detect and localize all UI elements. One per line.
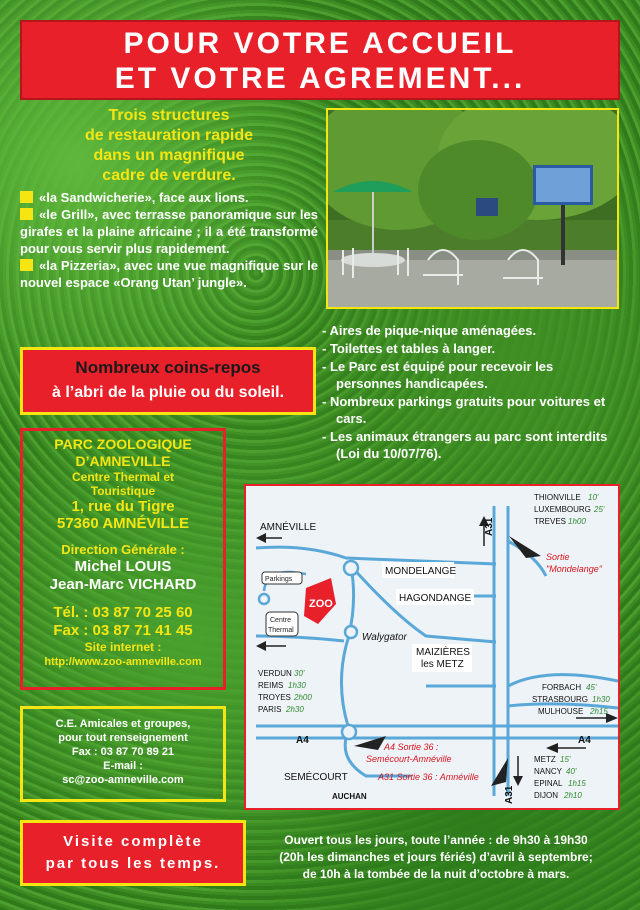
amenities-list [322,322,620,463]
intro-item-pizzeria [20,257,318,291]
dest-time: 40' [566,767,577,776]
park-name-line-2: D’AMNEVILLE [75,453,171,469]
map-label-mondelange-exit: "Mondelange" [546,564,602,574]
groups-line-1: C.E. Amicales et groupes, [55,718,191,730]
terrace-photo [326,108,619,309]
title-line-1: POUR VOTRE ACCUEIL [123,27,517,60]
road-verdun [256,636,344,641]
dest-city: THIONVILLE [534,493,581,502]
dest-time: 2h10 [564,791,582,800]
dest-time: 1h00 [568,517,586,526]
park-name-line-1: PARC ZOOLOGIQUE [54,436,192,452]
park-contact-box [20,428,226,690]
dest-city: METZ [534,755,556,764]
arrow-left-icon [546,743,558,753]
site-label: Site internet : [84,640,162,654]
map-label-thermal: Thermal [268,627,294,634]
dest-city: DIJON [534,791,558,800]
opening-hours [252,832,620,883]
amenity-item: - Le Parc est équipé pour recevoir les personnes handicapées. [322,359,554,391]
intro-heading-line: dans un magnifique [93,147,245,164]
roundabout [344,561,358,575]
road-walygator [341,566,353,726]
map-label-semecourt: SEMÉCOURT [284,772,348,783]
dest-city: VERDUN [258,669,292,678]
amenity-item: - Toilettes et tables à langer. [322,341,496,356]
road-sortie [508,541,546,576]
dest-city: NANCY [534,767,563,776]
intro-heading-line: cadre de verdure. [102,167,236,184]
rest-areas-box [20,347,316,415]
dest-time: 2h00 [294,693,312,702]
groups-email-label: E-mail : [103,760,143,772]
groups-fax: Fax : 03 87 70 89 21 [71,746,175,758]
rest-areas-subtitle: à l’abri de la pluie ou du soleil. [51,384,285,401]
roundabout [259,594,269,604]
dest-city: PARIS [258,705,282,714]
amenity-item: - Nombreux parkings gratuits pour voitures et cars. [322,394,606,426]
road-amneville [256,547,496,564]
title-banner [20,20,620,100]
park-website-link[interactable]: http://www.zoo-amneville.com [44,656,202,668]
terrace-photo-image [328,110,617,307]
park-phone: Tél. : 03 87 70 25 60 [53,604,193,621]
arrow-right-icon [606,713,618,723]
arrow-left-icon [256,641,266,651]
map-label-a4-exit-destination: Semécourt-Amnéville [366,754,452,764]
dest-time: 15' [560,755,571,764]
map-label-a31-top: A31 [484,517,495,536]
intro-item-text: «la Sandwicherie», face aux lions. [39,190,249,205]
roundabout [342,725,356,739]
bullet-square-icon [20,259,33,271]
exit-pointer-icon [509,536,541,558]
direction-label: Direction Générale : [61,542,185,557]
visit-line-1: Visite complète [63,833,203,850]
dest-time: 1h30 [592,695,610,704]
intro-item-sandwicherie [20,189,318,206]
dest-city: TROYES [258,693,291,702]
map-label-a31-exit: A31 Sortie 36 : Amnéville [378,772,479,782]
dest-city: LUXEMBOURG [534,505,591,514]
intro-item-text: «le Grill», avec terrasse panoramique sur les girafes et la plaine africaine ; il a été transformé pour vous servir plus rapidement. [20,207,318,256]
dest-city: REIMS [258,681,284,690]
groups-email-link[interactable]: sc@zoo-amneville.com [62,774,184,786]
dest-city: STRASBOURG [532,695,589,704]
dest-time: 45' [586,683,597,692]
bullet-square-icon [20,208,33,220]
dest-time: 10' [588,493,599,502]
visit-line-2: par tous les temps. [45,855,221,872]
map-label-centre: Centre [270,617,292,624]
map-label-auchan: AUCHAN [332,792,367,801]
hours-line-3: de 10h à la tombée de la nuit d’octobre à mars. [302,867,570,881]
hours-line-2: (20h les dimanches et jours fériés) d’avril à septembre; [279,850,593,864]
title-line-2: ET VOTRE AGREMENT... [114,62,526,95]
director-name-1: Michel LOUIS [74,558,172,575]
park-fax: Fax : 03 87 71 41 45 [53,622,193,639]
park-address-line-2: 57360 AMNÉVILLE [57,515,189,532]
map-label-zoo: ZOO [309,598,333,610]
groups-contact-box [20,706,226,802]
map-label-a31-bottom: A31 [504,785,515,804]
intro-item-grill [20,206,318,257]
dest-city: MULHOUSE [538,707,584,716]
access-map-drawing [246,486,618,808]
map-label-a4-right: A4 [578,735,591,746]
restaurant-intro [20,106,318,291]
map-label-walygator: Walygator [362,632,407,643]
amenity-item: - Aires de pique-nique aménagées. [322,323,537,338]
intro-heading-line: de restauration rapide [84,127,254,144]
park-center-line-1: Centre Thermal et [71,470,175,484]
map-label-hagondange: HAGONDANGE [399,593,472,604]
map-label-les-metz: les METZ [421,659,464,670]
access-map [244,484,620,810]
dest-time: 1h30 [288,681,306,690]
dest-city: EPINAL [534,779,563,788]
arrow-down-icon [513,776,523,786]
bullet-square-icon [20,191,33,203]
dest-time: 1h15 [568,779,586,788]
map-label-parkings: Parkings [265,576,293,583]
director-name-2: Jean-Marc VICHARD [49,576,197,593]
dest-time: 25' [594,505,605,514]
groups-line-2: pour tout renseignement [58,732,188,744]
intro-item-text: «la Pizzeria», avec une vue magnifique sur le nouvel espace «Orang Utan’ jungle». [20,258,318,290]
dest-time: 30' [294,669,305,678]
dest-time: 2h30 [286,705,304,714]
map-label-mondelange: MONDELANGE [385,566,457,577]
visit-box [20,820,246,886]
map-label-sortie: Sortie [546,552,570,562]
amenity-item: - Les animaux étrangers au parc sont interdits (Loi du 10/07/76). [322,429,608,461]
park-address-line-1: 1, rue du Tigre [71,498,175,515]
arrow-left-icon [256,533,266,543]
map-label-a4-left: A4 [296,735,309,746]
intro-heading-line: Trois structures [108,107,230,124]
map-label-amneville: AMNÉVILLE [260,522,317,533]
roundabout [345,626,357,638]
dest-city: FORBACH [542,683,582,692]
map-label-maizieres: MAIZIÈRES [416,647,470,658]
park-center-line-2: Touristique [90,484,156,498]
dest-city: TREVES [534,517,567,526]
dest-time: 2h15 [590,707,608,716]
rest-areas-title: Nombreux coins-repos [75,358,261,377]
hours-line-1: Ouvert tous les jours, toute l’année : de 9h30 à 19h30 [284,833,588,847]
intro-heading [20,106,318,186]
map-label-a4-exit: A4 Sortie 36 : [384,742,439,752]
